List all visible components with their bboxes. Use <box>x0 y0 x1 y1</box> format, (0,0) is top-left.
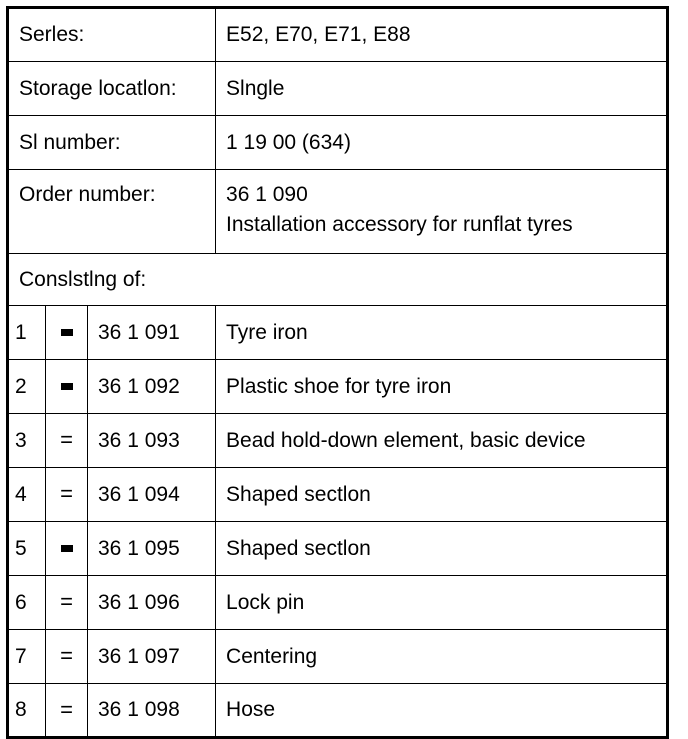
item-description: Shaped sectlon <box>216 522 668 576</box>
item-number: 4 <box>8 468 46 522</box>
table-row <box>8 360 668 414</box>
table-row <box>8 522 668 576</box>
item-description: Lock pin <box>216 576 668 630</box>
double-line-icon: = <box>60 643 73 668</box>
table-row <box>8 630 668 684</box>
bold-bar-icon <box>61 383 73 390</box>
item-number: 7 <box>8 630 46 684</box>
si-number-value: 1 19 00 (634) <box>216 116 668 170</box>
consisting-label: Conslstlng of: <box>8 254 668 306</box>
item-description: Plastic shoe for tyre iron <box>216 360 668 414</box>
item-part-number: 36 1 097 <box>88 630 216 684</box>
consisting-row <box>8 254 668 306</box>
si-number-row <box>8 116 668 170</box>
item-description: Bead hold-down element, basic device <box>216 414 668 468</box>
storage-label: Storage locatlon: <box>8 62 216 116</box>
item-number: 3 <box>8 414 46 468</box>
series-label: Serles: <box>8 8 216 62</box>
item-number: 5 <box>8 522 46 576</box>
item-symbol <box>46 576 88 630</box>
series-value: E52, E70, E71, E88 <box>216 8 668 62</box>
item-description: Shaped sectlon <box>216 468 668 522</box>
series-row <box>8 8 668 62</box>
item-part-number: 36 1 093 <box>88 414 216 468</box>
item-symbol <box>46 684 88 738</box>
item-symbol <box>46 630 88 684</box>
table-row <box>8 468 668 522</box>
item-number: 1 <box>8 306 46 360</box>
item-symbol <box>46 360 88 414</box>
double-line-icon: = <box>60 427 73 452</box>
table-row <box>8 684 668 738</box>
item-symbol <box>46 414 88 468</box>
item-description: Centering <box>216 630 668 684</box>
double-line-icon: = <box>60 481 73 506</box>
double-line-icon: = <box>60 589 73 614</box>
item-number: 8 <box>8 684 46 738</box>
item-part-number: 36 1 096 <box>88 576 216 630</box>
item-part-number: 36 1 092 <box>88 360 216 414</box>
table-row <box>8 414 668 468</box>
item-number: 6 <box>8 576 46 630</box>
item-part-number: 36 1 094 <box>88 468 216 522</box>
item-part-number: 36 1 091 <box>88 306 216 360</box>
item-symbol <box>46 522 88 576</box>
storage-value: Slngle <box>216 62 668 116</box>
table-row <box>8 306 668 360</box>
order-row <box>8 170 668 254</box>
order-label: Order number: <box>8 170 216 254</box>
bold-bar-icon <box>61 329 73 336</box>
order-number: 36 1 090 <box>226 183 308 206</box>
order-value <box>216 170 668 254</box>
item-description: Hose <box>216 684 668 738</box>
si-number-label: Sl number: <box>8 116 216 170</box>
table-row <box>8 576 668 630</box>
item-part-number: 36 1 098 <box>88 684 216 738</box>
item-description: Tyre iron <box>216 306 668 360</box>
double-line-icon: = <box>60 696 73 722</box>
item-symbol <box>46 306 88 360</box>
item-part-number: 36 1 095 <box>88 522 216 576</box>
item-number: 2 <box>8 360 46 414</box>
bold-bar-icon <box>61 545 73 552</box>
parts-spec-table <box>6 6 669 739</box>
item-symbol <box>46 468 88 522</box>
order-description: Installation accessory for runflat tyres <box>226 213 573 236</box>
storage-row <box>8 62 668 116</box>
